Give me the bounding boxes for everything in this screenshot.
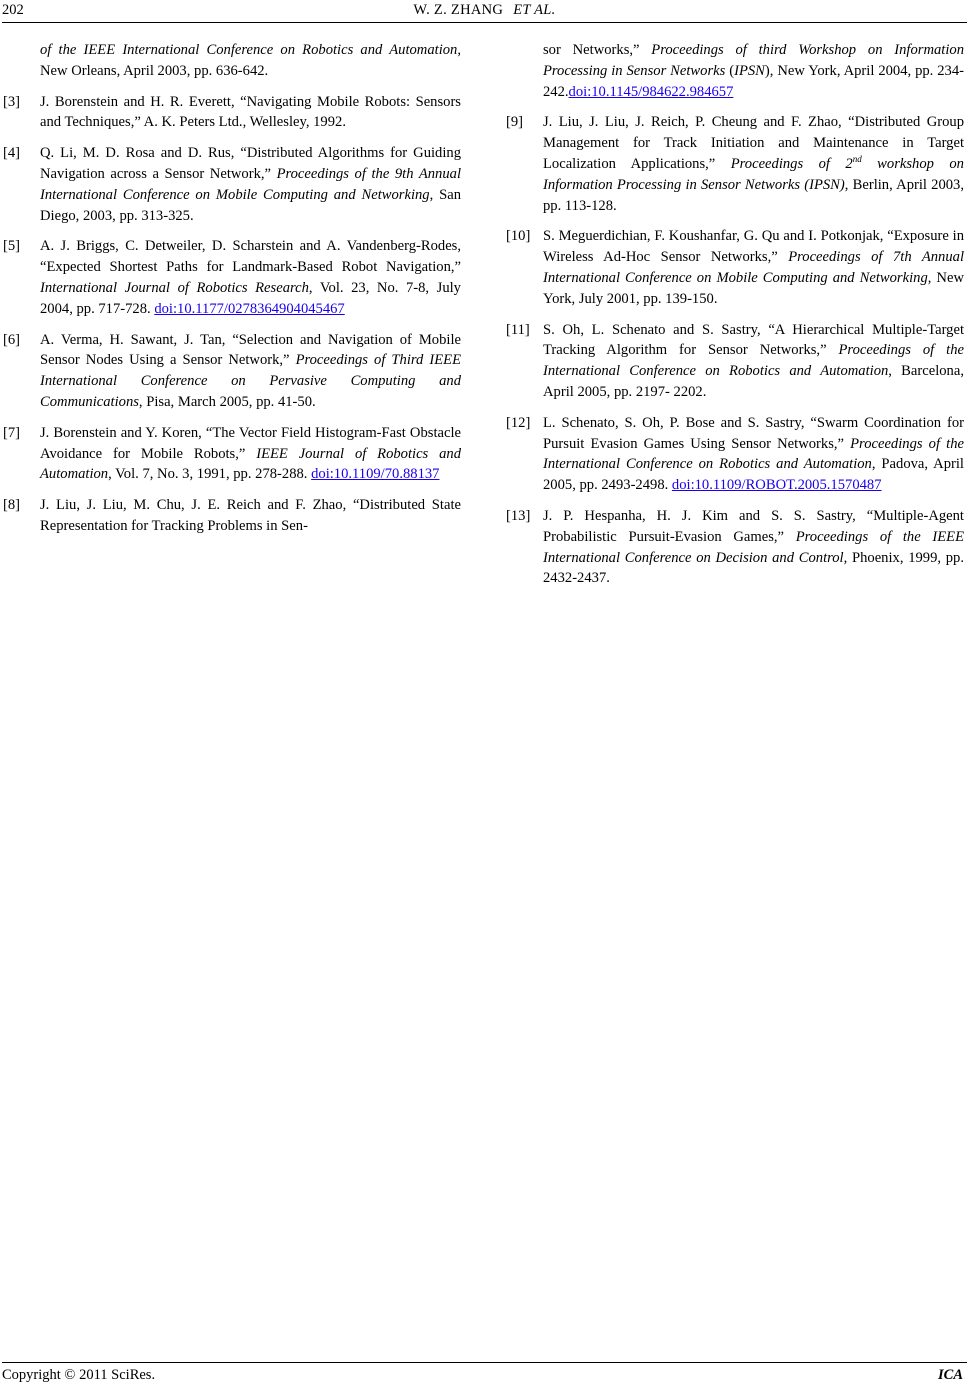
ref-italic: International Journal of Robotics Research xyxy=(40,279,309,296)
ref-text: A. J. Briggs, C. Detweiler, D. Scharstein and A. Vandenberg-Rodes, “Expected Shortest Paths for Landmark-Based Robot Navigation,” xyxy=(40,238,461,276)
reference-5 xyxy=(3,236,461,319)
reference-8 xyxy=(3,495,461,537)
ref-label: [9] xyxy=(506,114,524,131)
ref-text: , Padova, April 2005, pp. 2493-2498. xyxy=(543,456,964,494)
running-head-etal: ET AL. xyxy=(513,2,556,18)
ref-label: [11] xyxy=(506,321,530,338)
reference-2-continuation xyxy=(40,40,461,82)
ref-label: [4] xyxy=(3,145,21,162)
ref-text: J. Liu, J. Liu, J. Reich, P. Cheung and F. Zhao, “Distributed Group Management for Track Initiation and Maintenance in Target Localization Applications,” xyxy=(543,114,964,172)
running-head-authors: W. Z. ZHANG xyxy=(413,2,504,18)
ref-text: , San Diego, 2003, pp. 313-325. xyxy=(40,186,461,224)
reference-11 xyxy=(506,320,964,403)
reference-7 xyxy=(3,423,461,485)
ref-label: [12] xyxy=(506,414,531,431)
ref-italic: Proceedings of the IEEE International Conference on Decision and Control xyxy=(543,528,964,566)
ref-text: , Barcelona, April 2005, pp. 2197- 2202. xyxy=(543,363,964,400)
left-column xyxy=(3,40,461,547)
page-number: 202 xyxy=(2,2,24,18)
ref-text: L. Schenato, S. Oh, P. Bose and S. Sastry, “Swarm Coordination for Pursuit Evasion Games Using Sensor Networks,” xyxy=(543,414,964,452)
running-head xyxy=(0,2,969,19)
reference-6 xyxy=(3,330,461,413)
ref-text: , Vol. 7, No. 3, 1991, pp. 278-288. xyxy=(108,466,312,483)
ref-italic: Proceedings of the 9th Annual International Conference on Mobile Computing and Networking xyxy=(40,165,461,203)
ref-label: [6] xyxy=(3,331,21,348)
ref-italic: Proceedings of third Workshop on Information Processing in Sensor Networks xyxy=(543,42,964,79)
header-rule xyxy=(2,22,967,23)
ref-italic: IPSN xyxy=(734,62,765,79)
ref-text: , Berlin, April 2003, pp. 113-128. xyxy=(543,176,964,214)
ref-italic: IEEE Journal of Robotics and Automation xyxy=(40,445,461,483)
ref-text: ( xyxy=(725,62,735,79)
ref-text: J. P. Hespanha, H. J. Kim and S. S. Sastry, “Multiple-Agent Probabilistic Pursuit-Evasion Games,” xyxy=(543,507,964,545)
ref-label: [13] xyxy=(506,507,531,524)
ref-text: S. Meguerdichian, F. Koushanfar, G. Qu and I. Potkonjak, “Exposure in Wireless Ad-Hoc Sensor Networks,” xyxy=(543,228,964,266)
ref-text: , Phoenix, 1999, pp. 2432-2437. xyxy=(543,549,964,587)
reference-3 xyxy=(3,92,461,134)
ref-italic: workshop on Information Processing in Sensor Networks (IPSN) xyxy=(543,155,964,193)
ref-label: [3] xyxy=(3,93,21,110)
reference-8-continuation xyxy=(543,40,964,102)
ref-italic: Proceedings of Third IEEE International Conference on Pervasive Computing and Communications xyxy=(40,352,461,410)
doi-link[interactable]: doi:10.1145/984622.984657 xyxy=(568,83,734,100)
reference-12 xyxy=(506,413,964,496)
ref-text: A. Verma, H. Sawant, J. Tan, “Selection and Navigation of Mobile Sensor Nodes Using a Sensor Network,” xyxy=(40,331,461,369)
reference-13 xyxy=(506,506,964,589)
ref-text: Q. Li, M. D. Rosa and D. Rus, “Distributed Algorithms for Guiding Navigation across a Sensor Network,” xyxy=(40,145,461,182)
ref-text: S. Oh, L. Schenato and S. Sastry, “A Hierarchical Multiple-Target Tracking Algorithm for Sensor Networks,” xyxy=(543,321,964,359)
ref-text: J. Borenstein and Y. Koren, “The Vector Field Histogram-Fast Obstacle Avoidance for Mobile Robots,” xyxy=(40,424,461,462)
copyright-notice: Copyright © 2011 SciRes. xyxy=(2,1367,156,1383)
ref-text: sor Networks,” xyxy=(543,42,652,58)
right-column xyxy=(506,40,965,599)
ref-text: J. Liu, J. Liu, M. Chu, J. E. Reich and F. Zhao, “Distributed State Representation for Tracking Problems in Sen- xyxy=(40,497,461,534)
ref-text: J. Borenstein and H. R. Everett, “Navigating Mobile Robots: Sensors and Techniques,” A. K. Peters Ltd., Wellesley, 1992. xyxy=(40,93,461,131)
ref-italic: Proceedings of 2 xyxy=(730,155,853,172)
ref-text: ), New York, April 2004, pp. 234-242. xyxy=(543,62,965,100)
ref-superscript: nd xyxy=(852,154,862,165)
reference-10 xyxy=(506,226,964,309)
ref-italic: Proceedings of the International Conference on Robotics and Automation xyxy=(543,342,964,380)
ref-italic: Proceedings of the International Conference on Robotics and Automation xyxy=(543,435,964,473)
ref-text: , Pisa, March 2005, pp. 41-50. xyxy=(138,393,316,410)
reference-4 xyxy=(3,143,461,226)
ref-italic: Proceedings of 7th Annual International Conference on Mobile Computing and Networking xyxy=(543,249,964,286)
ref-label: [8] xyxy=(3,497,21,514)
ref-text: , Vol. 23, No. 7-8, July 2004, pp. 717-728. xyxy=(40,279,461,317)
ref-label: [10] xyxy=(506,228,531,245)
ref-text: , New Orleans, April 2003, pp. 636-642. xyxy=(40,42,461,79)
doi-link[interactable]: doi:10.1109/70.88137 xyxy=(311,466,440,483)
doi-link[interactable]: doi:10.1109/ROBOT.2005.1570487 xyxy=(671,477,882,494)
doi-link[interactable]: doi:10.1177/0278364904045467 xyxy=(154,300,345,317)
ref-label: [7] xyxy=(3,424,21,441)
ref-text: , New York, July 2001, pp. 139-150. xyxy=(543,269,964,307)
journal-abbreviation: ICA xyxy=(938,1367,963,1383)
ref-label: [5] xyxy=(3,238,21,255)
ref-italic: of the IEEE International Conference on Robotics and Automation xyxy=(40,42,458,58)
reference-9 xyxy=(506,112,964,216)
footer-rule xyxy=(2,1362,967,1363)
